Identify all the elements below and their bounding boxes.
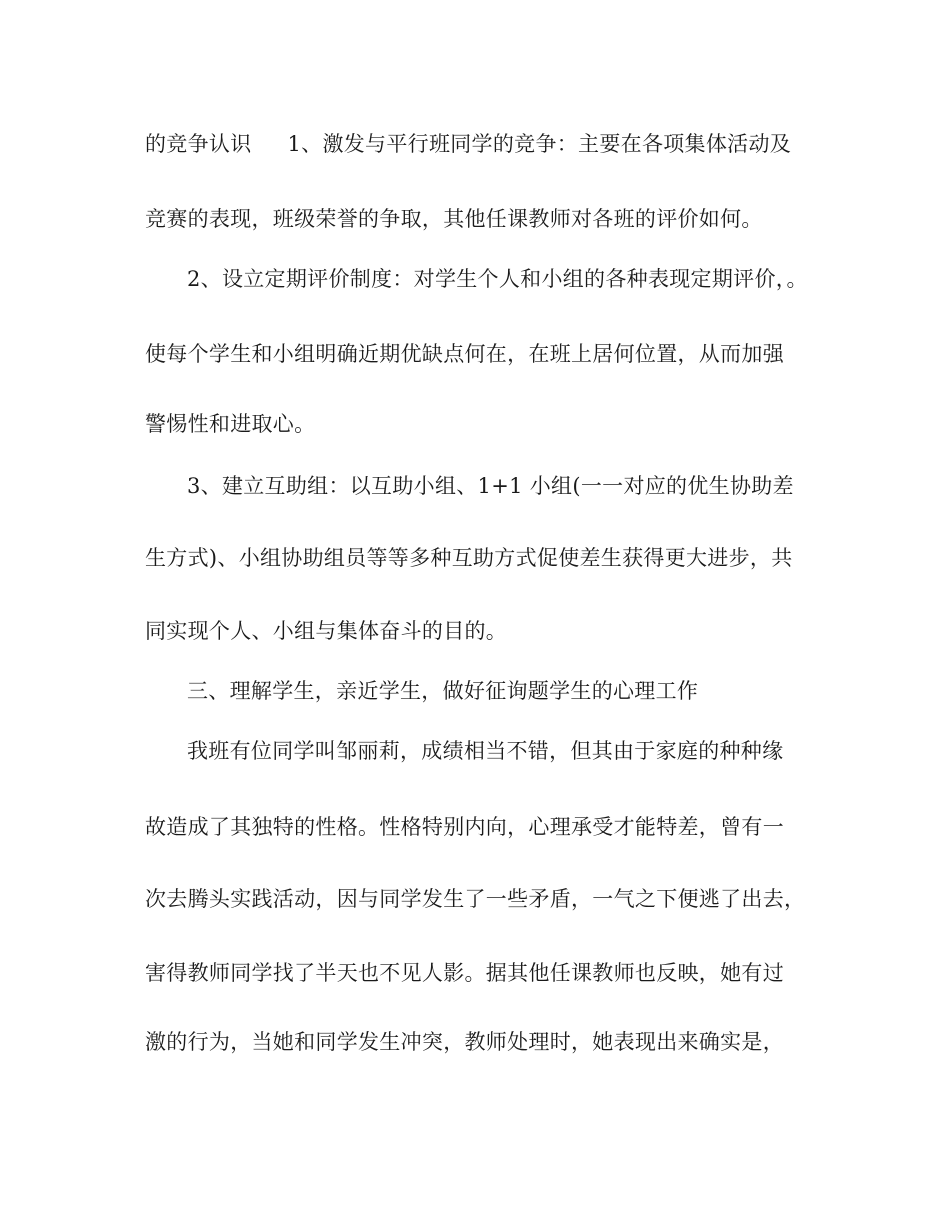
text-line-11: 故造成了其独特的性格。性格特别内向，心理承受才能特差，曾有一: [145, 815, 784, 839]
text-line-1-item: 1、激发与平行班同学的竞争：主要在各项集体活动及: [287, 132, 792, 156]
text-line-5: 警惕性和进取心。: [145, 412, 316, 436]
text-line-2: 竞赛的表现，班级荣誉的争取，其他任课教师对各班的评价如何。: [145, 207, 763, 231]
text-line-3: 2、设立定期评价制度：对学生个人和小组的各种表现定期评价，。: [187, 267, 808, 291]
text-line-6: 3、建立互助组：以互助小组、1+1 小组(一一对应的优生协助差: [187, 474, 794, 498]
text-line-7: 生方式)、小组协助组员等等多种互助方式促使差生获得更大进步，共: [145, 546, 793, 570]
text-line-14: 激的行为，当她和同学发生冲突，教师处理时，她表现出来确实是，: [145, 1030, 784, 1054]
text-line-1: [145, 132, 791, 156]
text-line-8: 同实现个人、小组与集体奋斗的目的。: [145, 619, 508, 643]
text-line-9: 三、理解学生，亲近学生，做好征询题学生的心理工作: [187, 679, 699, 703]
text-line-4: 使每个学生和小组明确近期优缺点何在，在班上居何位置，从而加强: [145, 342, 784, 366]
text-line-13: 害得教师同学找了半天也不见人影。据其他任课教师也反映，她有过: [145, 961, 784, 985]
text-line-10: 我班有位同学叫邹丽莉，成绩相当不错，但其由于家庭的种种缘: [187, 739, 784, 763]
text-line-12: 次去腾头实践活动，因与同学发生了一些矛盾，一气之下便逃了出去，: [145, 887, 806, 911]
text-line-1-start: 的竞争认识: [145, 132, 252, 156]
